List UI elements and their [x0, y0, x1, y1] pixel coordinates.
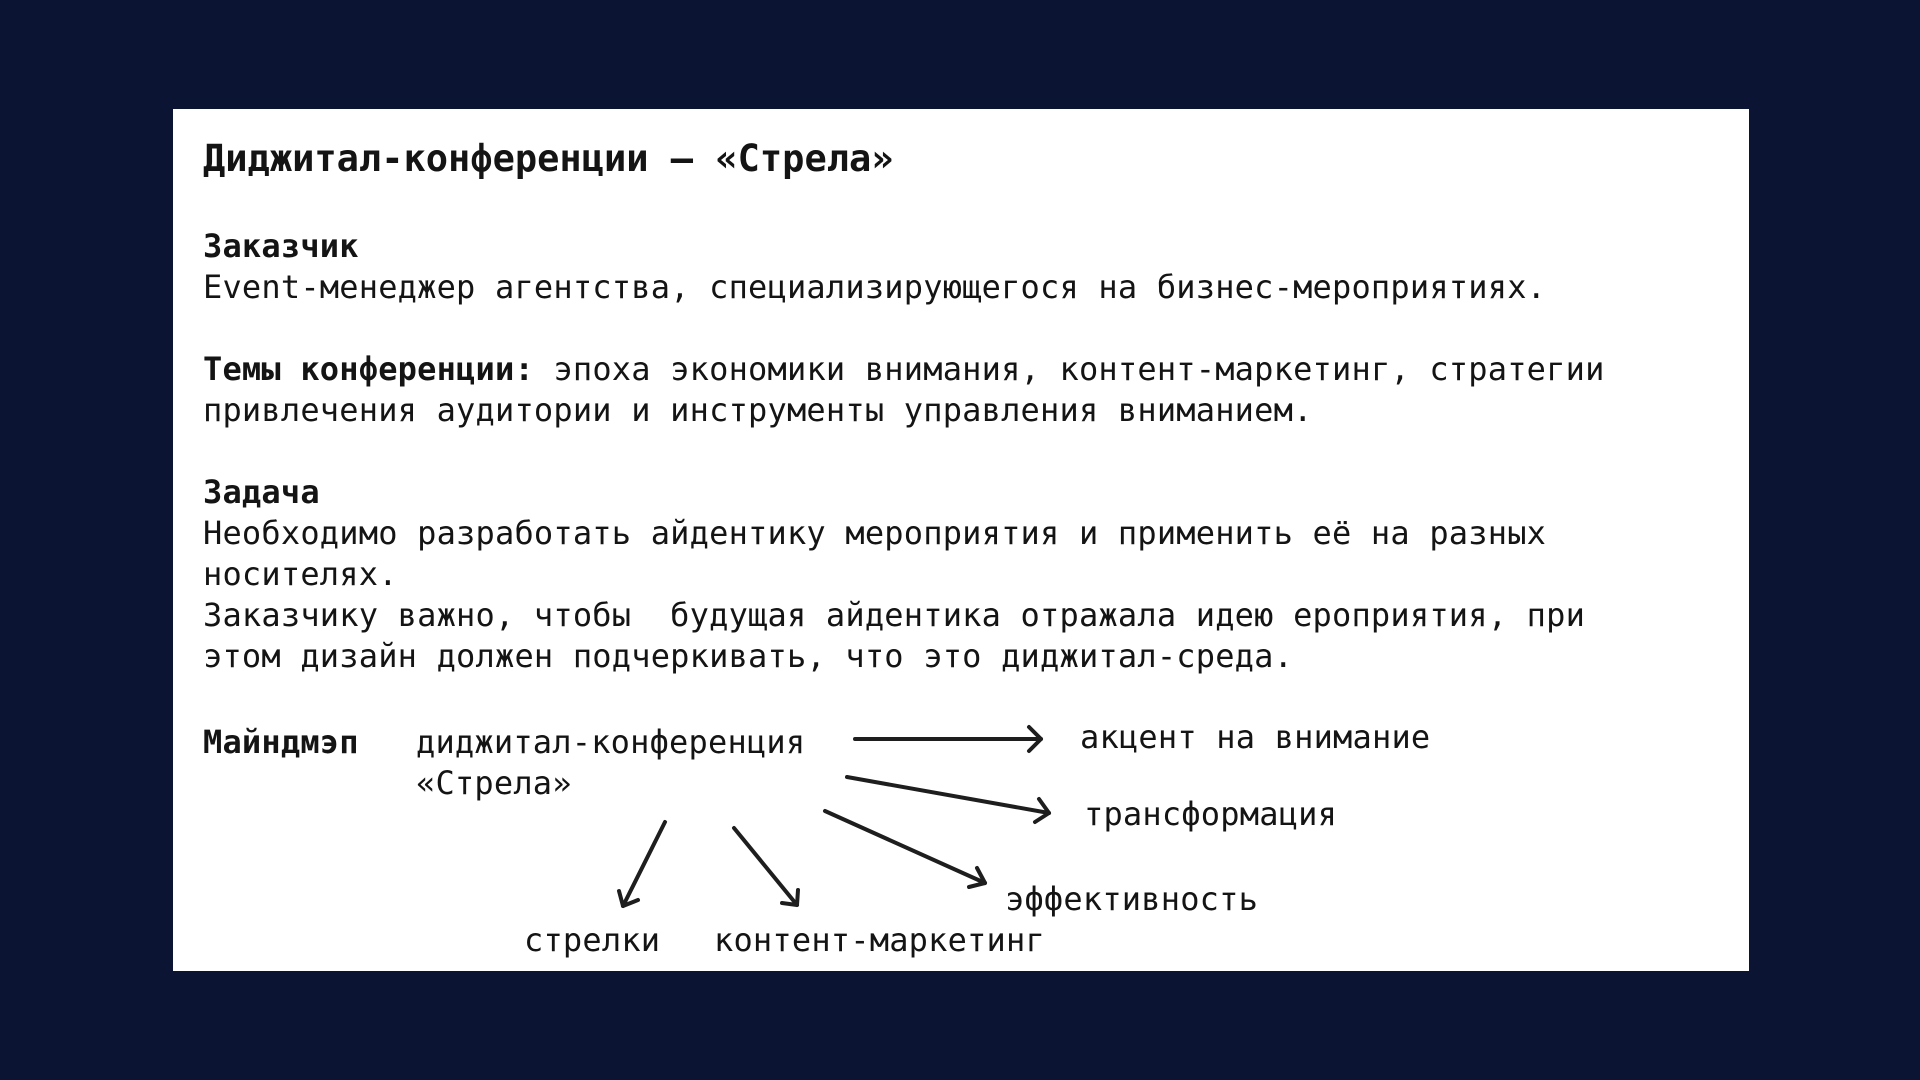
mindmap-node-transformation: трансформация — [1084, 795, 1338, 833]
task-line-3: Заказчику важно, чтобы будущая айдентика отражала идею ероприятия, при — [203, 596, 1586, 634]
topics-text-1: эпоха экономики внимания, контент-маркетинг, стратегии — [533, 350, 1605, 388]
topics-line-2: привлечения аудитории и инструменты управления вниманием. — [203, 391, 1313, 429]
task-line-2: носителях. — [203, 555, 398, 593]
task-line-1: Необходимо разработать айдентику мероприятия и применить её на разных — [203, 514, 1547, 552]
task-line-4: этом дизайн должен подчеркивать, что это диджитал-среда. — [203, 637, 1294, 675]
task-heading: Задача — [203, 473, 320, 511]
client-text: Event-менеджер агентства, специализирующегося на бизнес-мероприятиях. — [203, 268, 1547, 306]
mindmap-node-content-marketing: контент-маркетинг — [714, 921, 1045, 959]
arrow-to-efficiency — [825, 811, 985, 887]
mindmap-center-line-1: диджитал-конференция — [416, 723, 806, 761]
mindmap-node-arrows: стрелки — [524, 921, 661, 959]
arrow-to-content-marketing — [734, 828, 798, 905]
client-heading: Заказчик — [203, 227, 359, 265]
mindmap-node-efficiency: эффективность — [1005, 880, 1259, 918]
mindmap-center-line-2: «Стрела» — [416, 764, 572, 802]
arrow-to-arrows — [619, 822, 665, 906]
page-title: Диджитал-конференции — «Стрела» — [203, 137, 894, 180]
content-card — [173, 109, 1749, 971]
mindmap-node-attention: акцент на внимание — [1080, 718, 1431, 756]
topics-heading: Темы конференции: — [203, 350, 534, 388]
arrow-to-attention — [855, 727, 1041, 751]
arrow-to-transformation — [847, 777, 1049, 822]
mindmap-heading: Майндмэп — [203, 723, 359, 761]
topics-line-1 — [203, 349, 1605, 390]
